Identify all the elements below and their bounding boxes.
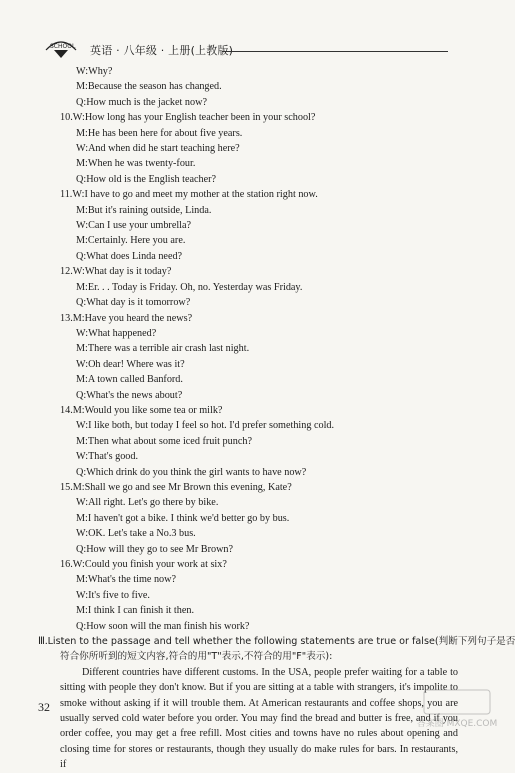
dialogue-text: It's five to five.: [88, 589, 150, 601]
speaker-label: M:: [76, 605, 88, 617]
dialogue-line: [38, 79, 458, 94]
section-instruction: [38, 634, 515, 649]
speaker-label: W:: [76, 66, 89, 77]
speaker-label: W:: [76, 589, 89, 601]
dialogue-line: [38, 572, 458, 587]
item-first-line: [38, 480, 458, 495]
item-number: 14.: [60, 404, 73, 416]
dialogue-line: [38, 249, 458, 264]
speaker-label: Q:: [76, 543, 87, 555]
dialogue-line: [38, 95, 458, 110]
dialogue-text: Certainly. Here you are.: [87, 235, 186, 247]
dialogue-line: [38, 449, 458, 464]
dialogue-line: [38, 511, 458, 526]
item-first-line: [38, 264, 458, 279]
instruction-text: Listen to the passage and tell whether the following statements are true or false(判断下列句子是否: [47, 636, 515, 648]
speaker-label: Q:: [76, 620, 87, 632]
speaker-label: M:: [72, 481, 85, 493]
speaker-label: M:: [76, 374, 88, 386]
speaker-label: W:: [76, 451, 89, 463]
dialogue-line: [38, 542, 458, 557]
dialogue-line: [38, 526, 458, 541]
dialogue-text: OK. Let's take a No.3 bus.: [88, 528, 196, 540]
dialogue-line: [38, 465, 458, 480]
dialogue-line: [38, 280, 458, 295]
speaker-label: M:: [76, 235, 88, 247]
dialogue-line: [38, 341, 458, 356]
instruction-continued: 符合你所听到的短文内容,符合的用"T"表示,不符合的用"F"表示):: [60, 651, 333, 663]
speaker-label: Q:: [76, 466, 87, 478]
dialogue-line: [38, 203, 458, 218]
dialogue-line: [38, 434, 458, 449]
dialogue-text: What day is it today?: [84, 266, 172, 278]
page-number: 32: [38, 700, 50, 714]
speaker-label: M:: [72, 404, 85, 416]
item-number: 12.: [60, 266, 73, 278]
dialogue-line: [38, 603, 458, 618]
dialogue-text: I haven't got a bike. I think we'd better go by bus.: [87, 512, 290, 524]
svg-text:答案圈 MXQE.COM: 答案圈 MXQE.COM: [416, 719, 498, 729]
dialogue-text: How much is the jacket now?: [86, 96, 207, 108]
dialogue-text: How soon will the man finish his work?: [86, 620, 250, 632]
dialogue-line: [38, 126, 458, 141]
dialogue-text: What's the time now?: [87, 574, 177, 586]
item-number: 13.: [60, 312, 73, 324]
dialogue-text: When he was twenty-four.: [87, 158, 196, 170]
speaker-label: M:: [76, 158, 88, 170]
speaker-label: W:: [76, 220, 89, 232]
dialogue-text: Would you like some tea or milk?: [84, 404, 223, 416]
dialogue-line: [38, 357, 458, 372]
dialogue-line: [38, 172, 458, 187]
speaker-label: M:: [72, 312, 85, 324]
speaker-label: W:: [76, 528, 89, 540]
item-number: 16.: [60, 559, 73, 570]
dialogue-text: Because the season has changed.: [87, 81, 222, 93]
speaker-label: W:: [72, 559, 85, 570]
dialogue-line: [38, 156, 458, 171]
item-first-line: [38, 557, 458, 572]
speaker-label: W:: [72, 189, 85, 201]
item-number: 15.: [60, 481, 73, 493]
speaker-label: W:: [76, 143, 89, 155]
dialogue-text: Er. . . Today is Friday. Oh, no. Yesterday was Friday.: [87, 281, 303, 293]
dialogue-text: That's good.: [88, 451, 139, 463]
header-title: 英语 · 八年级 · 上册(上教版): [90, 44, 234, 57]
dialogue-text: I have to go and meet my mother at the station right now.: [84, 189, 318, 201]
dialogue-text: Can I use your umbrella?: [88, 220, 192, 232]
dialogue-line: [38, 141, 458, 156]
item-first-line: [38, 311, 458, 326]
dialogue-line: [38, 233, 458, 248]
section-numeral: Ⅲ.: [38, 636, 48, 648]
dialogue-line: [38, 495, 458, 510]
speaker-label: Q:: [76, 173, 87, 185]
dialogue-text: And when did he start teaching here?: [88, 143, 240, 155]
dialogue-text: A town called Banford.: [87, 374, 183, 386]
dialogue-text: I like both, but today I feel so hot. I'd prefer something cold.: [88, 420, 335, 432]
speaker-label: M:: [76, 127, 88, 139]
item-number: 10.: [60, 112, 73, 124]
dialogue-line: [38, 64, 458, 79]
speaker-label: Q:: [76, 96, 87, 108]
dialogue-text: All right. Let's go there by bike.: [88, 497, 219, 509]
school-logo-icon: [44, 36, 78, 60]
speaker-label: W:: [76, 420, 89, 432]
dialogue-line: [38, 295, 458, 310]
item-first-line: [38, 403, 458, 418]
speaker-label: M:: [76, 281, 88, 293]
svg-text:SCHOOL: SCHOOL: [50, 43, 76, 50]
speaker-label: M:: [76, 435, 88, 447]
dialogue-text: I think I can finish it then.: [87, 605, 194, 617]
dialogue-text: How long has your English teacher been in your school?: [84, 112, 316, 124]
passage-paragraph: Different countries have different customs. In the USA, people prefer waiting for a table to sitting with people they don't know. But if you are sitting at a table with strangers, it's impolite to smoke without asking if it will trouble them. At American restaurants and coffee shops, you are usually served cold water before you order. You may find the bread and butter is free, and if you order coffee, you may get a free refill. Most cities and towns have no rules about opening and closing time for stores or restaurants, though they usually do make rules for bars. In restaurants, if: [60, 666, 458, 771]
speaker-label: W:: [76, 497, 89, 509]
dialogue-line: [38, 388, 458, 403]
dialogue-text: How will they go to see Mr Brown?: [86, 543, 234, 555]
dialogue-text: He has been here for about five years.: [87, 127, 243, 139]
dialogue-text: Oh dear! Where was it?: [88, 358, 185, 370]
dialogue-line: [38, 218, 458, 233]
dialogue-text: Have you heard the news?: [84, 312, 193, 324]
dialogue-text: How old is the English teacher?: [86, 173, 217, 185]
item-first-line: [38, 110, 458, 125]
dialogue-text: Why?: [88, 66, 113, 77]
speaker-label: M:: [76, 512, 88, 524]
speaker-label: W:: [76, 358, 89, 370]
dialogue-text: Then what about some iced fruit punch?: [87, 435, 252, 447]
speaker-label: W:: [72, 266, 85, 278]
speaker-label: M:: [76, 81, 88, 93]
listening-script: [38, 64, 515, 773]
dialogue-line: [38, 588, 458, 603]
speaker-label: M:: [76, 574, 88, 586]
dialogue-text: Which drink do you think the girl wants to have now?: [86, 466, 307, 478]
dialogue-line: [38, 619, 458, 634]
speaker-label: Q:: [76, 297, 87, 309]
watermark-logo: [416, 688, 498, 732]
dialogue-text: But it's raining outside, Linda.: [87, 204, 212, 216]
speaker-label: M:: [76, 204, 88, 216]
dialogue-line: [38, 326, 458, 341]
dialogue-line: [38, 372, 458, 387]
speaker-label: Q:: [76, 250, 87, 262]
dialogue-line: [38, 418, 458, 433]
header-rule: [222, 51, 448, 52]
dialogue-text: Could you finish your work at six?: [84, 559, 227, 570]
speaker-label: Q:: [76, 389, 87, 401]
item-number: 11.: [60, 189, 73, 201]
dialogue-text: What day is it tomorrow?: [86, 297, 191, 309]
dialogue-text: Shall we go and see Mr Brown this evening, Kate?: [84, 481, 292, 493]
dialogue-text: What does Linda need?: [86, 250, 183, 262]
speaker-label: W:: [72, 112, 85, 124]
speaker-label: M:: [76, 343, 88, 355]
item-first-line: [38, 187, 458, 202]
speaker-label: W:: [76, 327, 89, 339]
dialogue-text: There was a terrible air crash last night.: [87, 343, 250, 355]
dialogue-text: What's the news about?: [86, 389, 183, 401]
dialogue-text: What happened?: [88, 327, 157, 339]
